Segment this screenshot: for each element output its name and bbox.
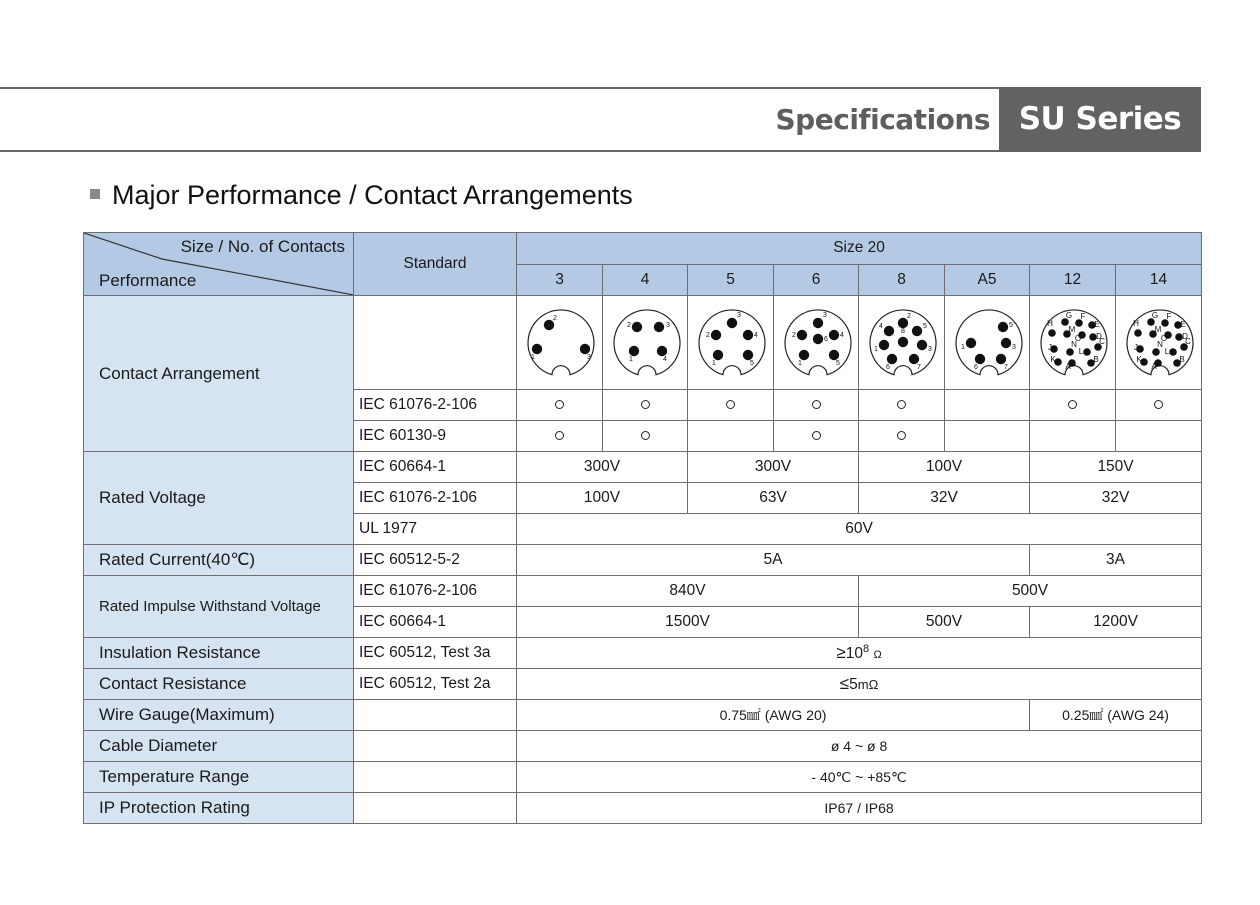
value-cell: - 40℃ ~ +85℃ (517, 762, 1202, 793)
contact-pin (727, 317, 737, 327)
insulation-resistance-label: Insulation Resistance (84, 638, 354, 669)
supported-circle-icon (812, 400, 821, 409)
value-cell: 63V (688, 483, 859, 514)
connector-cell-5 (688, 296, 774, 390)
pin-label: A (1065, 361, 1071, 371)
pin-label: O (1074, 333, 1082, 343)
value-unit: Ω (873, 649, 882, 662)
contact-arrangement-diagram (1116, 299, 1202, 387)
pin-label: 6 (886, 363, 890, 371)
value-number: 5 (849, 676, 858, 693)
standard-cell: IEC 60512, Test 3a (354, 638, 517, 669)
pin-label: K (1050, 354, 1056, 364)
pin-label: F (1166, 311, 1172, 321)
value-cell: 5A (517, 545, 1030, 576)
connector-outline (528, 309, 594, 374)
connector-cell-4 (603, 296, 688, 390)
value-cell: 32V (1030, 483, 1202, 514)
compatibility-cell (945, 421, 1030, 452)
contact-pin (1152, 348, 1160, 356)
contact-pin (909, 353, 919, 363)
contact-pin (632, 321, 642, 331)
value-cell: 1500V (517, 607, 859, 638)
value-cell (517, 638, 1202, 669)
pin-label: H (1047, 318, 1053, 328)
pin-label: 3 (587, 353, 591, 361)
contact-arrangement-diagram (945, 299, 1030, 387)
value-cell: 150V (1030, 452, 1202, 483)
contact-count-header: 6 (774, 264, 859, 296)
contact-count-header: 4 (603, 264, 688, 296)
value-cell: 300V (517, 452, 688, 483)
contact-pin (917, 339, 927, 349)
value-cell: IP67 / IP68 (517, 793, 1202, 824)
pin-label: N (1071, 339, 1077, 349)
pin-label: 2 (553, 314, 557, 322)
pin-label: 7 (1004, 363, 1008, 371)
pin-label: 4 (754, 331, 758, 339)
blank-standard-cell (354, 793, 517, 824)
contact-pin (799, 349, 809, 359)
standard-cell: UL 1977 (354, 514, 517, 545)
value-cell: 840V (517, 576, 859, 607)
contact-arrangement-diagram (688, 299, 774, 387)
pin-label: O (1160, 333, 1168, 343)
compatibility-cell (1116, 421, 1202, 452)
pin-label: 3 (1012, 343, 1016, 351)
pin-label: 3 (823, 311, 827, 319)
connector-cell-a5 (945, 296, 1030, 390)
supported-circle-icon (726, 400, 735, 409)
impulse-voltage-label: Rated Impulse Withstand Voltage (84, 576, 354, 638)
ip-rating-label: IP Protection Rating (84, 793, 354, 824)
contact-pin (813, 317, 823, 327)
pin-label: 1 (798, 359, 802, 367)
contact-pin (975, 353, 985, 363)
contact-pin (797, 329, 807, 339)
compatibility-cell (688, 421, 774, 452)
contact-pin (532, 343, 542, 353)
pin-label: M (1068, 324, 1076, 334)
rated-voltage-label: Rated Voltage (84, 452, 354, 545)
contact-pin (879, 339, 889, 349)
value-cell: 500V (859, 576, 1202, 607)
supported-circle-icon (1068, 400, 1077, 409)
pin-label: D (1182, 331, 1188, 341)
pin-label: B (1093, 354, 1099, 364)
contact-pin (629, 345, 639, 355)
compatibility-cell (517, 421, 603, 452)
series-badge: SU Series (999, 87, 1201, 151)
standard-cell: IEC 61076-2-106 (354, 576, 517, 607)
pin-label: 1 (531, 353, 535, 361)
contact-pin (829, 349, 839, 359)
compatibility-cell (859, 390, 945, 421)
standard-cell: IEC 61076-2-106 (354, 483, 517, 514)
pin-label: D (1096, 331, 1102, 341)
value-cell: 3A (1030, 545, 1202, 576)
contact-arrangement-diagram (774, 299, 859, 387)
value-cell: 0.25㎟ (AWG 24) (1030, 700, 1202, 731)
pin-label: J (1134, 342, 1138, 352)
pin-label: K (1136, 354, 1142, 364)
pin-label: H (1133, 318, 1139, 328)
contact-pin (996, 353, 1006, 363)
value-cell: 32V (859, 483, 1030, 514)
pin-label: 3 (666, 321, 670, 329)
supported-circle-icon (641, 400, 650, 409)
contact-count-header: 5 (688, 264, 774, 296)
contact-pin (813, 333, 823, 343)
contact-pin (898, 336, 908, 346)
blank-standard-cell (354, 296, 517, 390)
compatibility-cell (859, 421, 945, 452)
supported-circle-icon (897, 431, 906, 440)
pin-label: 2 (907, 312, 911, 320)
pin-label: A (1151, 361, 1157, 371)
cable-diameter-label: Cable Diameter (84, 731, 354, 762)
contact-pin (713, 349, 723, 359)
pin-label: J (1048, 342, 1052, 352)
value-unit: mΩ (857, 677, 879, 692)
compatibility-cell (774, 421, 859, 452)
pin-label: L (1164, 346, 1170, 356)
standard-cell: IEC 61076-2-106 (354, 390, 517, 421)
blank-standard-cell (354, 762, 517, 793)
pin-label: 3 (928, 345, 932, 353)
compatibility-cell (1116, 390, 1202, 421)
supported-circle-icon (812, 431, 821, 440)
pin-label: 2 (792, 331, 796, 339)
contact-pin (966, 337, 976, 347)
pin-label: G (1065, 310, 1073, 320)
pin-label: 6 (974, 363, 978, 371)
page-title (90, 180, 633, 211)
pin-label: 5 (1009, 321, 1013, 329)
contact-count-header: A5 (945, 264, 1030, 296)
contact-pin (711, 329, 721, 339)
contact-count-header: 12 (1030, 264, 1116, 296)
contact-arrangement-label: Contact Arrangement (84, 296, 354, 452)
contact-arrangement-diagram (1030, 299, 1116, 387)
contact-arrangement-diagram (603, 299, 688, 387)
compatibility-cell (945, 390, 1030, 421)
value-cell: 60V (517, 514, 1202, 545)
contact-count-header: 8 (859, 264, 945, 296)
pin-label: M (1154, 324, 1162, 334)
value-cell: ø 4 ~ ø 8 (517, 731, 1202, 762)
temperature-range-label: Temperature Range (84, 762, 354, 793)
pin-label: E (1180, 319, 1186, 329)
contact-pin (1134, 329, 1142, 337)
compatibility-cell (1030, 390, 1116, 421)
value-cell: 0.75㎟ (AWG 20) (517, 700, 1030, 731)
contact-pin (1066, 348, 1074, 356)
pin-label: 8 (901, 327, 905, 335)
pin-label: 7 (917, 363, 921, 371)
standard-header: Standard (354, 233, 517, 296)
pin-label: G (1151, 310, 1159, 320)
contact-pin (580, 343, 590, 353)
pin-label: 5 (923, 322, 927, 330)
pin-label: 5 (836, 359, 840, 367)
pin-label: C (1099, 336, 1105, 346)
supported-circle-icon (897, 400, 906, 409)
supported-circle-icon (555, 431, 564, 440)
connector-cell-12 (1030, 296, 1116, 390)
value-number: 10 (845, 645, 863, 663)
pin-label: 2 (627, 321, 631, 329)
spec-table (83, 232, 1202, 824)
connector-cell-6 (774, 296, 859, 390)
value-cell: 300V (688, 452, 859, 483)
pin-label: L (1078, 346, 1084, 356)
square-bullet-icon (90, 189, 100, 199)
corner-header-cell (84, 233, 354, 296)
compatibility-cell (1030, 421, 1116, 452)
connector-outline (614, 309, 680, 374)
blank-standard-cell (354, 700, 517, 731)
contact-pin (1169, 348, 1177, 356)
corner-bottom-label: Performance (99, 271, 197, 290)
compatibility-cell (774, 390, 859, 421)
value-cell: 100V (517, 483, 688, 514)
standard-cell: IEC 60130-9 (354, 421, 517, 452)
contact-pin (743, 329, 753, 339)
pin-label: N (1157, 339, 1163, 349)
contact-pin (887, 353, 897, 363)
pin-label: E (1094, 319, 1100, 329)
pin-label: 2 (706, 331, 710, 339)
connector-cell-3 (517, 296, 603, 390)
pin-label: F (1080, 311, 1086, 321)
contact-pin (743, 349, 753, 359)
contact-pin (884, 325, 894, 335)
pin-label: B (1179, 354, 1185, 364)
pin-label: 5 (750, 359, 754, 367)
standard-cell: IEC 60512, Test 2a (354, 669, 517, 700)
contact-pin (829, 329, 839, 339)
contact-pin (1083, 348, 1091, 356)
pin-label: 1 (961, 343, 965, 351)
supported-circle-icon (1154, 400, 1163, 409)
contact-count-header: 14 (1116, 264, 1202, 296)
page-title-text: Major Performance / Contact Arrangements (112, 180, 633, 210)
pin-label: 4 (840, 331, 844, 339)
pin-label: 6 (824, 335, 828, 343)
supported-circle-icon (555, 400, 564, 409)
contact-arrangement-diagram (517, 299, 603, 387)
pin-label: C (1185, 336, 1191, 346)
compatibility-cell (688, 390, 774, 421)
contact-pin (654, 321, 664, 331)
value-prefix: ≤ (839, 674, 850, 693)
standard-cell: IEC 60664-1 (354, 452, 517, 483)
value-prefix: ≥ (836, 643, 846, 663)
contact-count-header: 3 (517, 264, 603, 296)
supported-circle-icon (641, 431, 650, 440)
pin-label: 1 (712, 359, 716, 367)
value-cell (517, 669, 1202, 700)
value-cell: 500V (859, 607, 1030, 638)
standard-cell: IEC 60664-1 (354, 607, 517, 638)
rated-current-label: Rated Current(40℃) (84, 545, 354, 576)
contact-resistance-label: Contact Resistance (84, 669, 354, 700)
section-label: Specifications (775, 103, 990, 136)
value-cell: 1200V (1030, 607, 1202, 638)
pin-label: 1 (874, 345, 878, 353)
pin-label: 4 (663, 355, 667, 363)
connector-cell-14 (1116, 296, 1202, 390)
pin-label: 3 (737, 311, 741, 319)
contact-arrangement-diagram (859, 299, 945, 387)
corner-top-label: Size / No. of Contacts (180, 237, 345, 256)
standard-cell: IEC 60512-5-2 (354, 545, 517, 576)
pin-label: 4 (879, 322, 883, 330)
contact-pin (1001, 337, 1011, 347)
compatibility-cell (517, 390, 603, 421)
pin-label: 1 (629, 355, 633, 363)
value-exponent: 8 (863, 642, 870, 655)
contact-pin (912, 325, 922, 335)
compatibility-cell (603, 390, 688, 421)
contact-pin (1048, 329, 1056, 337)
connector-cell-8 (859, 296, 945, 390)
wire-gauge-label: Wire Gauge(Maximum) (84, 700, 354, 731)
size-header: Size 20 (517, 233, 1202, 265)
compatibility-cell (603, 421, 688, 452)
contact-pin (657, 345, 667, 355)
blank-standard-cell (354, 731, 517, 762)
value-cell: 100V (859, 452, 1030, 483)
contact-pin (998, 321, 1008, 331)
